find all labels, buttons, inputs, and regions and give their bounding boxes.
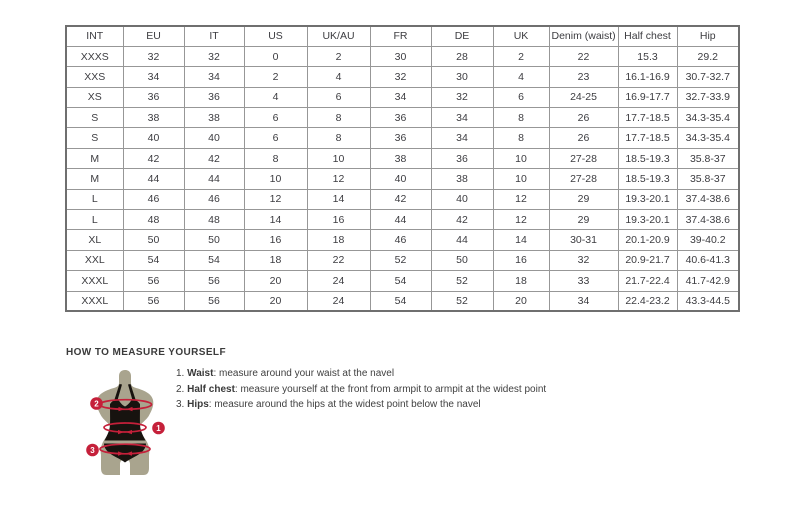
size-cell: M (66, 148, 123, 168)
size-table-body (66, 46, 739, 311)
size-cell: 54 (184, 250, 244, 270)
size-cell: 52 (431, 291, 493, 311)
size-cell: S (66, 128, 123, 148)
size-cell: 35.8-37 (677, 148, 739, 168)
size-cell: 43.3-44.5 (677, 291, 739, 311)
size-cell: XXXL (66, 291, 123, 311)
size-cell: 12 (244, 189, 307, 209)
size-cell: 12 (493, 210, 549, 230)
size-cell: 6 (244, 108, 307, 128)
size-cell: 42 (123, 148, 184, 168)
column-header: Hip (677, 26, 739, 46)
size-cell: S (66, 108, 123, 128)
size-cell: 56 (184, 271, 244, 291)
size-cell: 18.5-19.3 (618, 148, 677, 168)
size-cell: 33 (549, 271, 618, 291)
size-cell: 41.7-42.9 (677, 271, 739, 291)
size-cell: 32 (549, 250, 618, 270)
size-cell: 0 (244, 46, 307, 66)
size-cell: 29 (549, 189, 618, 209)
size-cell: 20.1-20.9 (618, 230, 677, 250)
size-cell: 36 (123, 87, 184, 107)
measure-badge-3 (86, 444, 99, 457)
column-header: FR (370, 26, 431, 46)
size-cell: 4 (244, 87, 307, 107)
size-cell: 48 (123, 210, 184, 230)
size-cell: 50 (123, 230, 184, 250)
badge-3-number: 3 (90, 445, 95, 455)
table-row (66, 250, 739, 270)
size-cell: 40 (184, 128, 244, 148)
column-header: Half chest (618, 26, 677, 46)
size-cell: 44 (431, 230, 493, 250)
size-cell: 17.7-18.5 (618, 128, 677, 148)
size-cell: 8 (307, 128, 370, 148)
step-number: 1. (176, 368, 188, 379)
measure-badge-1 (152, 422, 165, 435)
step-label: Half chest (187, 383, 235, 395)
step-number: 3. (176, 399, 188, 410)
size-cell: 10 (493, 148, 549, 168)
size-cell: 38 (123, 108, 184, 128)
size-cell: 16.9-17.7 (618, 87, 677, 107)
size-cell: 18 (307, 230, 370, 250)
size-cell: L (66, 189, 123, 209)
column-header: DE (431, 26, 493, 46)
table-row (66, 169, 739, 189)
size-conversion-table (65, 25, 740, 312)
size-cell: 18 (244, 250, 307, 270)
column-header: Denim (waist) (549, 26, 618, 46)
size-cell: 40.6-41.3 (677, 250, 739, 270)
size-cell: 30.7-32.7 (677, 67, 739, 87)
step-text: : measure around your waist at the navel (213, 368, 395, 379)
size-cell: 50 (184, 230, 244, 250)
size-cell: 26 (549, 108, 618, 128)
size-cell: 32 (370, 67, 431, 87)
column-header: UK (493, 26, 549, 46)
size-cell: 50 (431, 250, 493, 270)
size-cell: 44 (184, 169, 244, 189)
column-header: INT (66, 26, 123, 46)
badge-1-number: 1 (156, 423, 161, 433)
size-cell: 42 (431, 210, 493, 230)
size-table-head-row (66, 26, 739, 46)
size-cell: XXS (66, 67, 123, 87)
badge-2-number: 2 (94, 399, 99, 409)
size-cell: XXXS (66, 46, 123, 66)
size-cell: L (66, 210, 123, 230)
step-text: : measure yourself at the front from armpit to armpit at the widest point (234, 383, 547, 395)
size-cell: 8 (307, 108, 370, 128)
size-cell: 34 (431, 128, 493, 148)
size-cell: 42 (370, 189, 431, 209)
table-row (66, 87, 739, 107)
size-cell: 32.7-33.9 (677, 87, 739, 107)
size-cell: 16 (244, 230, 307, 250)
size-cell: 36 (370, 108, 431, 128)
size-cell: 30 (370, 46, 431, 66)
size-cell: 39-40.2 (677, 230, 739, 250)
size-cell: XS (66, 87, 123, 107)
column-header: IT (184, 26, 244, 46)
size-cell: 14 (493, 230, 549, 250)
size-cell: XXL (66, 250, 123, 270)
size-cell: 34 (370, 87, 431, 107)
table-row (66, 108, 739, 128)
size-cell: 52 (431, 271, 493, 291)
size-cell: 20.9-21.7 (618, 250, 677, 270)
table-row (66, 67, 739, 87)
table-row (66, 291, 739, 311)
size-cell: 27-28 (549, 169, 618, 189)
size-cell: 21.7-22.4 (618, 271, 677, 291)
size-cell: 2 (493, 46, 549, 66)
size-cell: 36 (184, 87, 244, 107)
size-cell: 24 (307, 291, 370, 311)
size-cell: 37.4-38.6 (677, 189, 739, 209)
size-cell: 35.8-37 (677, 169, 739, 189)
table-row (66, 271, 739, 291)
size-cell: 54 (123, 250, 184, 270)
size-cell: 20 (493, 291, 549, 311)
size-cell: 38 (184, 108, 244, 128)
size-cell: 30 (431, 67, 493, 87)
size-cell: M (66, 169, 123, 189)
size-cell: 6 (307, 87, 370, 107)
size-cell: 42 (184, 148, 244, 168)
size-cell: 8 (244, 148, 307, 168)
size-cell: 44 (123, 169, 184, 189)
size-cell: 30-31 (549, 230, 618, 250)
size-cell: 14 (307, 189, 370, 209)
size-cell: 54 (370, 291, 431, 311)
size-cell: 26 (549, 128, 618, 148)
size-cell: 46 (370, 230, 431, 250)
size-cell: 34 (123, 67, 184, 87)
step-label: Hips (187, 399, 209, 410)
size-cell: 16 (493, 250, 549, 270)
size-cell: 38 (431, 169, 493, 189)
size-cell: XXXL (66, 271, 123, 291)
size-cell: 18.5-19.3 (618, 169, 677, 189)
size-cell: 4 (307, 67, 370, 87)
size-cell: 22.4-23.2 (618, 291, 677, 311)
size-cell: 46 (123, 189, 184, 209)
size-cell: 32 (431, 87, 493, 107)
step-label: Waist (187, 368, 214, 379)
table-row (66, 189, 739, 209)
size-cell: 12 (307, 169, 370, 189)
size-cell: 2 (244, 67, 307, 87)
size-cell: 19.3-20.1 (618, 189, 677, 209)
size-cell: 34.3-35.4 (677, 128, 739, 148)
size-cell: 10 (493, 169, 549, 189)
table-row (66, 148, 739, 168)
size-cell: 24-25 (549, 87, 618, 107)
size-cell: 40 (370, 169, 431, 189)
size-cell: 29 (549, 210, 618, 230)
size-cell: 37.4-38.6 (677, 210, 739, 230)
size-cell: 34 (549, 291, 618, 311)
size-cell: 34.3-35.4 (677, 108, 739, 128)
size-cell: XL (66, 230, 123, 250)
size-cell: 44 (370, 210, 431, 230)
size-cell: 48 (184, 210, 244, 230)
table-row (66, 128, 739, 148)
size-cell: 36 (431, 148, 493, 168)
column-header: UK/AU (307, 26, 370, 46)
size-cell: 18 (493, 271, 549, 291)
size-cell: 56 (123, 271, 184, 291)
step-number: 2. (176, 383, 188, 395)
size-cell: 20 (244, 291, 307, 311)
size-cell: 32 (184, 46, 244, 66)
size-cell: 27-28 (549, 148, 618, 168)
size-cell: 17.7-18.5 (618, 108, 677, 128)
size-cell: 15.3 (618, 46, 677, 66)
size-cell: 56 (123, 291, 184, 311)
size-cell: 32 (123, 46, 184, 66)
size-cell: 2 (307, 46, 370, 66)
column-header: EU (123, 26, 184, 46)
size-cell: 38 (370, 148, 431, 168)
size-cell: 52 (370, 250, 431, 270)
size-cell: 20 (244, 271, 307, 291)
measure-step (176, 382, 546, 398)
size-cell: 8 (493, 108, 549, 128)
size-cell: 29.2 (677, 46, 739, 66)
size-cell: 34 (431, 108, 493, 128)
measurement-mannequin-illustration (80, 367, 170, 479)
size-cell: 54 (370, 271, 431, 291)
size-cell: 22 (549, 46, 618, 66)
measure-step (176, 397, 546, 413)
size-cell: 34 (184, 67, 244, 87)
measure-badge-2 (90, 397, 103, 410)
size-cell: 56 (184, 291, 244, 311)
size-cell: 46 (184, 189, 244, 209)
size-cell: 12 (493, 189, 549, 209)
table-row (66, 210, 739, 230)
size-cell: 40 (123, 128, 184, 148)
size-cell: 14 (244, 210, 307, 230)
size-cell: 36 (370, 128, 431, 148)
table-row (66, 230, 739, 250)
size-cell: 16.1-16.9 (618, 67, 677, 87)
size-cell: 10 (307, 148, 370, 168)
step-text: : measure around the hips at the widest point below the navel (208, 399, 481, 410)
size-cell: 19.3-20.1 (618, 210, 677, 230)
measure-step (176, 366, 546, 382)
size-cell: 6 (493, 87, 549, 107)
size-cell: 40 (431, 189, 493, 209)
size-cell: 4 (493, 67, 549, 87)
size-cell: 28 (431, 46, 493, 66)
size-cell: 6 (244, 128, 307, 148)
table-row (66, 46, 739, 66)
measure-section-heading: HOW TO MEASURE YOURSELF (66, 347, 226, 358)
size-cell: 16 (307, 210, 370, 230)
measure-steps (176, 366, 546, 413)
size-cell: 8 (493, 128, 549, 148)
size-cell: 24 (307, 271, 370, 291)
size-cell: 23 (549, 67, 618, 87)
column-header: US (244, 26, 307, 46)
size-cell: 22 (307, 250, 370, 270)
size-cell: 10 (244, 169, 307, 189)
